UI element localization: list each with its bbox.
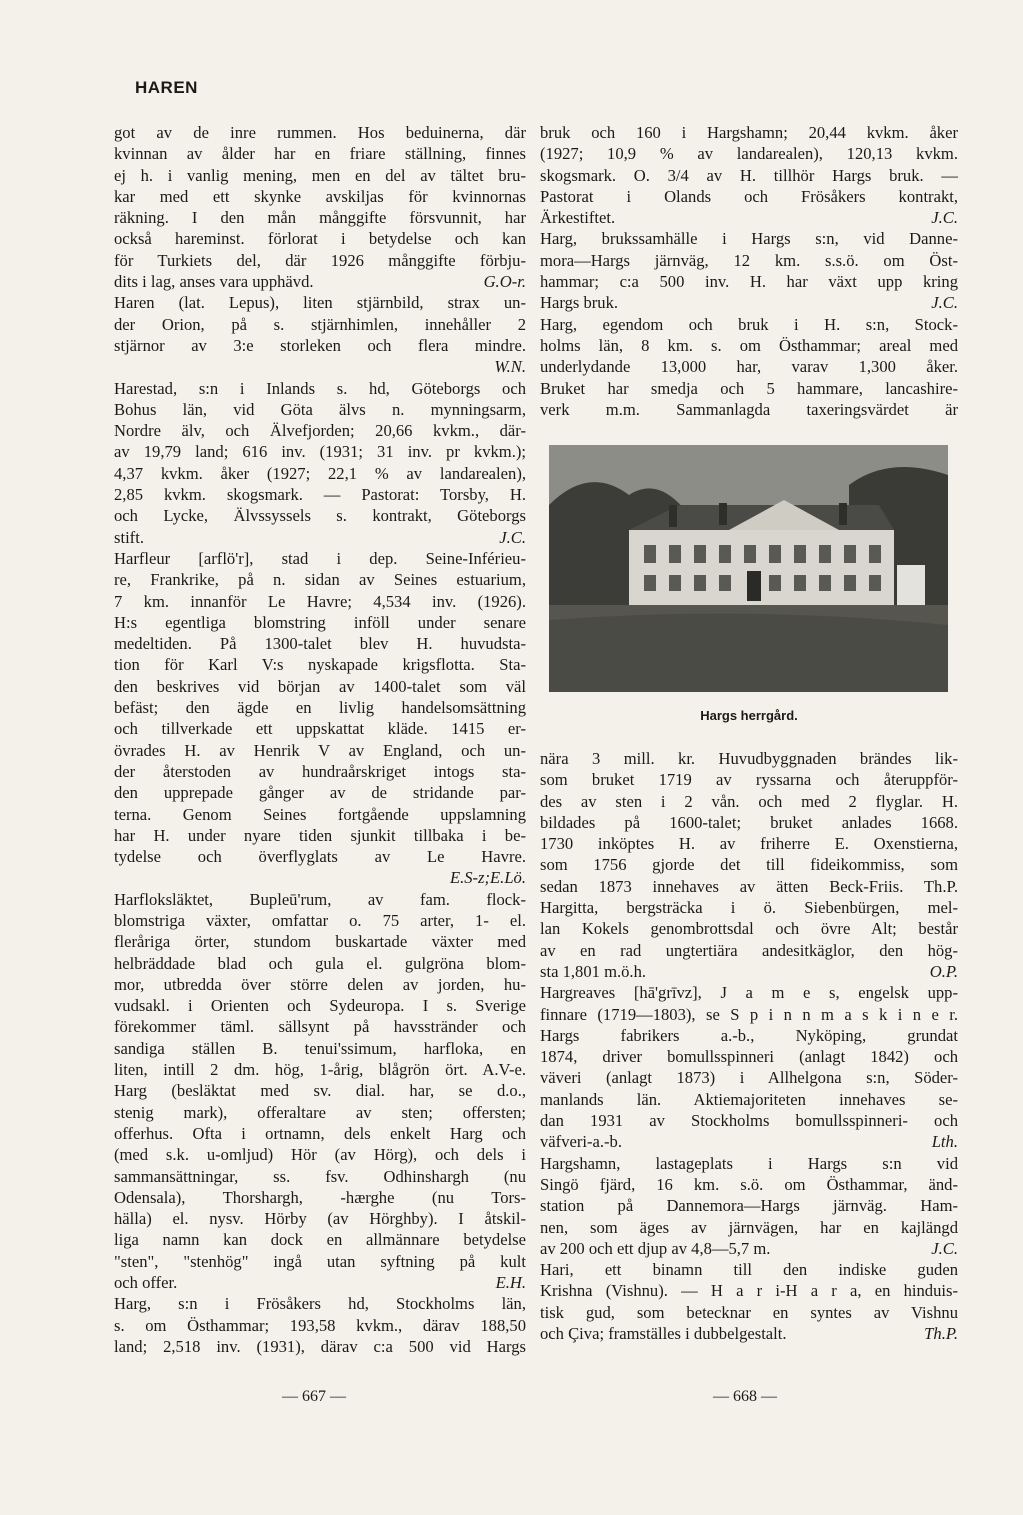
text-line: offerhus. Ofta i ortnamn, dels enkelt Harg och — [114, 1123, 526, 1143]
text-line: 1730 inköptes H. av friherre E. Oxenstierna, — [540, 834, 958, 854]
text-line: lan Kokels genombrottsdal och övre Alt; består — [540, 919, 958, 939]
text-line: s. om Östhammar; 193,58 kvkm., därav 188,50 — [114, 1315, 526, 1335]
text-line: tisk gud, som betecknar en syntes av Vishnu — [540, 1302, 958, 1322]
page-number-right: — 668 — — [713, 1388, 777, 1405]
text-line — [114, 1272, 526, 1293]
author-signature: Th.P. — [924, 1324, 958, 1344]
text-line: sedan 1873 innehaves av ätten Beck-Friis. Th.P. — [540, 876, 958, 896]
text-line: tion för Karl V:s nyskapade krigsflotta. Sta- — [114, 655, 526, 675]
line-text: Hargs bruk. — [540, 293, 619, 313]
text-line: medeltiden. På 1300-talet blev H. huvudsta- — [114, 634, 526, 654]
text-line: der återstoden av hundraårskriget intogs sta- — [114, 761, 526, 781]
text-line: av en rad ungtertiära andesitkäglor, den hög- — [540, 940, 958, 960]
line-text: stift. — [114, 527, 144, 547]
text-line: den beskrives vid början av 1400-talet som väl — [114, 676, 526, 696]
text-line: holms län, 8 km. s. om Östhammar; areal med — [540, 335, 958, 355]
text-line: vudsakl. i Orienten och Sydeuropa. I s. Sverige — [114, 996, 526, 1016]
text-line — [540, 1323, 958, 1344]
author-signature: G.O-r. — [483, 272, 526, 292]
author-signature: E.H. — [495, 1273, 526, 1293]
text-line: Harg (besläktat med sv. dial. har, se d.o., — [114, 1081, 526, 1101]
text-line: också hareminst. förlorat i betydelse och kan — [114, 229, 526, 249]
author-signature: E.S-z;E.Lö. — [449, 868, 526, 888]
photo-caption: Hargs herrgård. — [700, 708, 798, 723]
text-line: har H. under nyare tiden sjunkit tillbaka i be- — [114, 825, 526, 845]
text-line — [540, 207, 958, 228]
text-line: nära 3 mill. kr. Huvudbyggnaden brändes lik- — [540, 749, 958, 768]
text-line: Pastorat i Olands och Frösåkers kontrakt, — [540, 186, 958, 206]
text-line: liga namn kan dock en allmännare betydelse — [114, 1230, 526, 1250]
text-line — [540, 961, 958, 982]
text-line: hammar; c:a 500 inv. H. har växt upp kring — [540, 272, 958, 292]
text-line: (med s.k. u-omljud) Hör (av Hörg), och dels i — [114, 1145, 526, 1165]
author-signature: Lth. — [931, 1132, 958, 1152]
text-line: der Orion, på s. stjärnhimlen, innehåller 2 — [114, 314, 526, 334]
text-line: kvinnan av ålder har en friare ställning, finnes — [114, 144, 526, 164]
manor-photo — [549, 445, 948, 692]
text-line: och tillverkade ett uppskattat kläde. 1415 er- — [114, 719, 526, 739]
text-line: sandiga ställen B. tenui'ssimum, harfloka, en — [114, 1038, 526, 1058]
text-line: övrades H. av Henrik V av England, och un- — [114, 740, 526, 760]
text-line: Bohus län, vid Göta älvs n. mynningsarm, — [114, 399, 526, 419]
text-line: re, Frankrike, på n. sidan av Seines estuarium, — [114, 570, 526, 590]
text-line: Odensala), Thorshargh, -hærghe (nu Tors- — [114, 1187, 526, 1207]
text-line: skogsmark. O. 3/4 av H. tillhör Hargs bruk. — — [540, 165, 958, 185]
manor-illustration — [549, 445, 948, 692]
text-line: och Lycke, Älvssyssels s. kontrakt, Göteborgs — [114, 506, 526, 526]
text-line: (1927; 10,9 % av landarealen), 120,13 kvkm. — [540, 144, 958, 164]
author-signature: W.N. — [494, 357, 526, 377]
text-line: blomstriga växter, omfattar o. 75 arter, 1- el. — [114, 910, 526, 930]
text-line: Hargs fabrikers a.-b., Nyköping, grundat — [540, 1025, 958, 1045]
text-line: helbräddade blad och gula el. gulgröna blom- — [114, 953, 526, 973]
line-text: av 200 och ett djup av 4,8—5,7 m. — [540, 1238, 771, 1258]
line-text: sta 1,801 m.ö.h. — [540, 961, 647, 981]
text-line: Krishna (Vishnu). — H a r i-H a r a, en hinduis- — [540, 1281, 958, 1301]
text-line: Singö fjärd, 16 km. s.ö. om Östhammar, änd- — [540, 1174, 958, 1194]
text-line: 7 km. innanför Le Havre; 4,534 inv. (1926). — [114, 591, 526, 611]
text-line: väveri (anlagt 1873) i Allhelgona s:n, Söder- — [540, 1068, 958, 1088]
text-line: Harfleur [arflö'r], stad i dep. Seine-Inférieu- — [114, 548, 526, 568]
text-line: nen, som äges av järnvägen, har en kajlängd — [540, 1217, 958, 1237]
text-line: stjärnor av 3:e storleken och flera mindre. — [114, 335, 526, 355]
text-line — [114, 271, 526, 292]
text-line: underlydande 13,000 har, varav 1,300 åker. — [540, 357, 958, 377]
text-line: dan 1931 av Stockholms bomullsspinneri- och — [540, 1111, 958, 1131]
text-line: bildades på 1600-talet; bruket anlades 1668. — [540, 812, 958, 832]
text-line: liten, intill 2 dm. hög, 1-årig, blågrön ört. A.V-e. — [114, 1060, 526, 1080]
text-line: Harfloksläktet, Bupleū'rum, av fam. flock- — [114, 889, 526, 909]
text-line: 1874, driver bomullsspinneri (anlagt 1842) och — [540, 1047, 958, 1067]
text-line: räkning. I den mån månggifte försvunnit, har — [114, 208, 526, 228]
text-line: Hargshamn, lastageplats i Hargs s:n vid — [540, 1153, 958, 1173]
text-line: Nordre älv, och Älvefjorden; 20,66 kvkm., där- — [114, 421, 526, 441]
text-line: kar med ett skynke avskiljas för kvinnornas — [114, 186, 526, 206]
text-line: som bruket 1719 av ryssarna och återuppför- — [540, 770, 958, 790]
author-signature: J.C. — [931, 208, 958, 228]
text-line — [114, 527, 526, 548]
text-line: verk m.m. Sammanlagda taxeringsvärdet är — [540, 399, 958, 419]
text-line: terna. Genom Seines fortgående uppslamning — [114, 804, 526, 824]
text-line: Harg, egendom och bruk i H. s:n, Stock- — [540, 314, 958, 334]
author-signature: J.C. — [499, 527, 526, 547]
text-line: Harg, brukssamhälle i Hargs s:n, vid Danne- — [540, 229, 958, 249]
text-line: Hargitta, bergsträcka i ö. Siebenbürgen, mel- — [540, 898, 958, 918]
line-text: Ärkestiftet. — [540, 208, 616, 228]
right-column-top — [540, 122, 958, 420]
text-line — [540, 1131, 958, 1152]
text-line: Haren (lat. Lepus), liten stjärnbild, strax un- — [114, 293, 526, 313]
right-column-bottom — [540, 748, 958, 1344]
page-number-left: — 667 — — [282, 1388, 346, 1405]
author-signature: J.C. — [931, 1238, 958, 1258]
text-line — [540, 1238, 958, 1259]
text-line: stenig mark), offeraltare av sten; offersten; — [114, 1102, 526, 1122]
text-line: got av de inre rummen. Hos beduinerna, där — [114, 123, 526, 142]
text-line: av 19,79 land; 616 inv. (1931; 31 inv. pr kvkm.); — [114, 442, 526, 462]
text-line: Harg, s:n i Frösåkers hd, Stockholms län, — [114, 1294, 526, 1314]
line-text: väfveri-a.-b. — [540, 1132, 622, 1152]
line-text: och Çiva; framställes i dubbelgestalt. — [540, 1324, 787, 1344]
text-line: befäst; den ägde en livlig handelsomsättning — [114, 698, 526, 718]
running-header: HAREN — [135, 78, 198, 97]
text-line: Hari, ett binamn till den indiske guden — [540, 1260, 958, 1280]
line-text: dits i lag, anses vara upphävd. — [114, 272, 314, 292]
author-signature: J.C. — [931, 293, 958, 313]
text-line: land; 2,518 inv. (1931), därav c:a 500 vid Hargs — [114, 1336, 526, 1356]
text-line: ej h. i vanlig mening, men en del av tältet bru- — [114, 165, 526, 185]
text-line: des av sten i 2 vån. och med 2 flyglar. H. — [540, 791, 958, 811]
text-line: Harestad, s:n i Inlands s. hd, Göteborgs och — [114, 378, 526, 398]
text-line: mora—Hargs järnväg, 12 km. s.s.ö. om Öst- — [540, 250, 958, 270]
text-line: mor, utbredda över större delen av jorden, hu- — [114, 974, 526, 994]
text-line: sammansättningar, ss. fsv. Odhinshargh (nu — [114, 1166, 526, 1186]
text-line: fleråriga örter, stundom buskartade växter med — [114, 932, 526, 952]
text-line: H:s egentliga blomstring inföll under senare — [114, 612, 526, 632]
author-signature: O.P. — [929, 961, 958, 981]
text-line — [540, 292, 958, 313]
text-line: Bruket har smedja och 5 hammare, lancashire- — [540, 378, 958, 398]
text-line: "sten", "stenhög" ingå utan syftning på kult — [114, 1251, 526, 1271]
text-line: den upprepade gånger av de stridande par- — [114, 783, 526, 803]
text-line: förekommer täml. sällsynt på havsstränder och — [114, 1017, 526, 1037]
left-column — [114, 122, 526, 1357]
text-line: Hargreaves [hā'grīvz], J a m e s, engelsk upp- — [540, 983, 958, 1003]
text-line: för Turkiets del, där 1926 månggifte förbju- — [114, 250, 526, 270]
text-line: som 1756 gjorde det till fideikommiss, som — [540, 855, 958, 875]
text-line: 2,85 kvkm. skogsmark. — Pastorat: Torsby, H. — [114, 485, 526, 505]
text-line: finnare (1719—1803), se S p i n n m a s k i n e r. — [540, 1004, 958, 1024]
text-line: station på Dannemora—Hargs järnväg. Ham- — [540, 1196, 958, 1216]
line-text: och offer. — [114, 1273, 178, 1293]
text-line: hälla) el. nysv. Hörby (av Hörghby). I åtskil- — [114, 1209, 526, 1229]
text-line: manlands län. Aktiemajoriteten innehaves se- — [540, 1089, 958, 1109]
text-line: bruk och 160 i Hargshamn; 20,44 kvkm. åker — [540, 123, 958, 142]
text-line: 4,37 kvkm. åker (1927; 22,1 % av landarealen), — [114, 463, 526, 483]
text-line: tydelse och överflyglats av Le Havre. — [114, 847, 526, 867]
